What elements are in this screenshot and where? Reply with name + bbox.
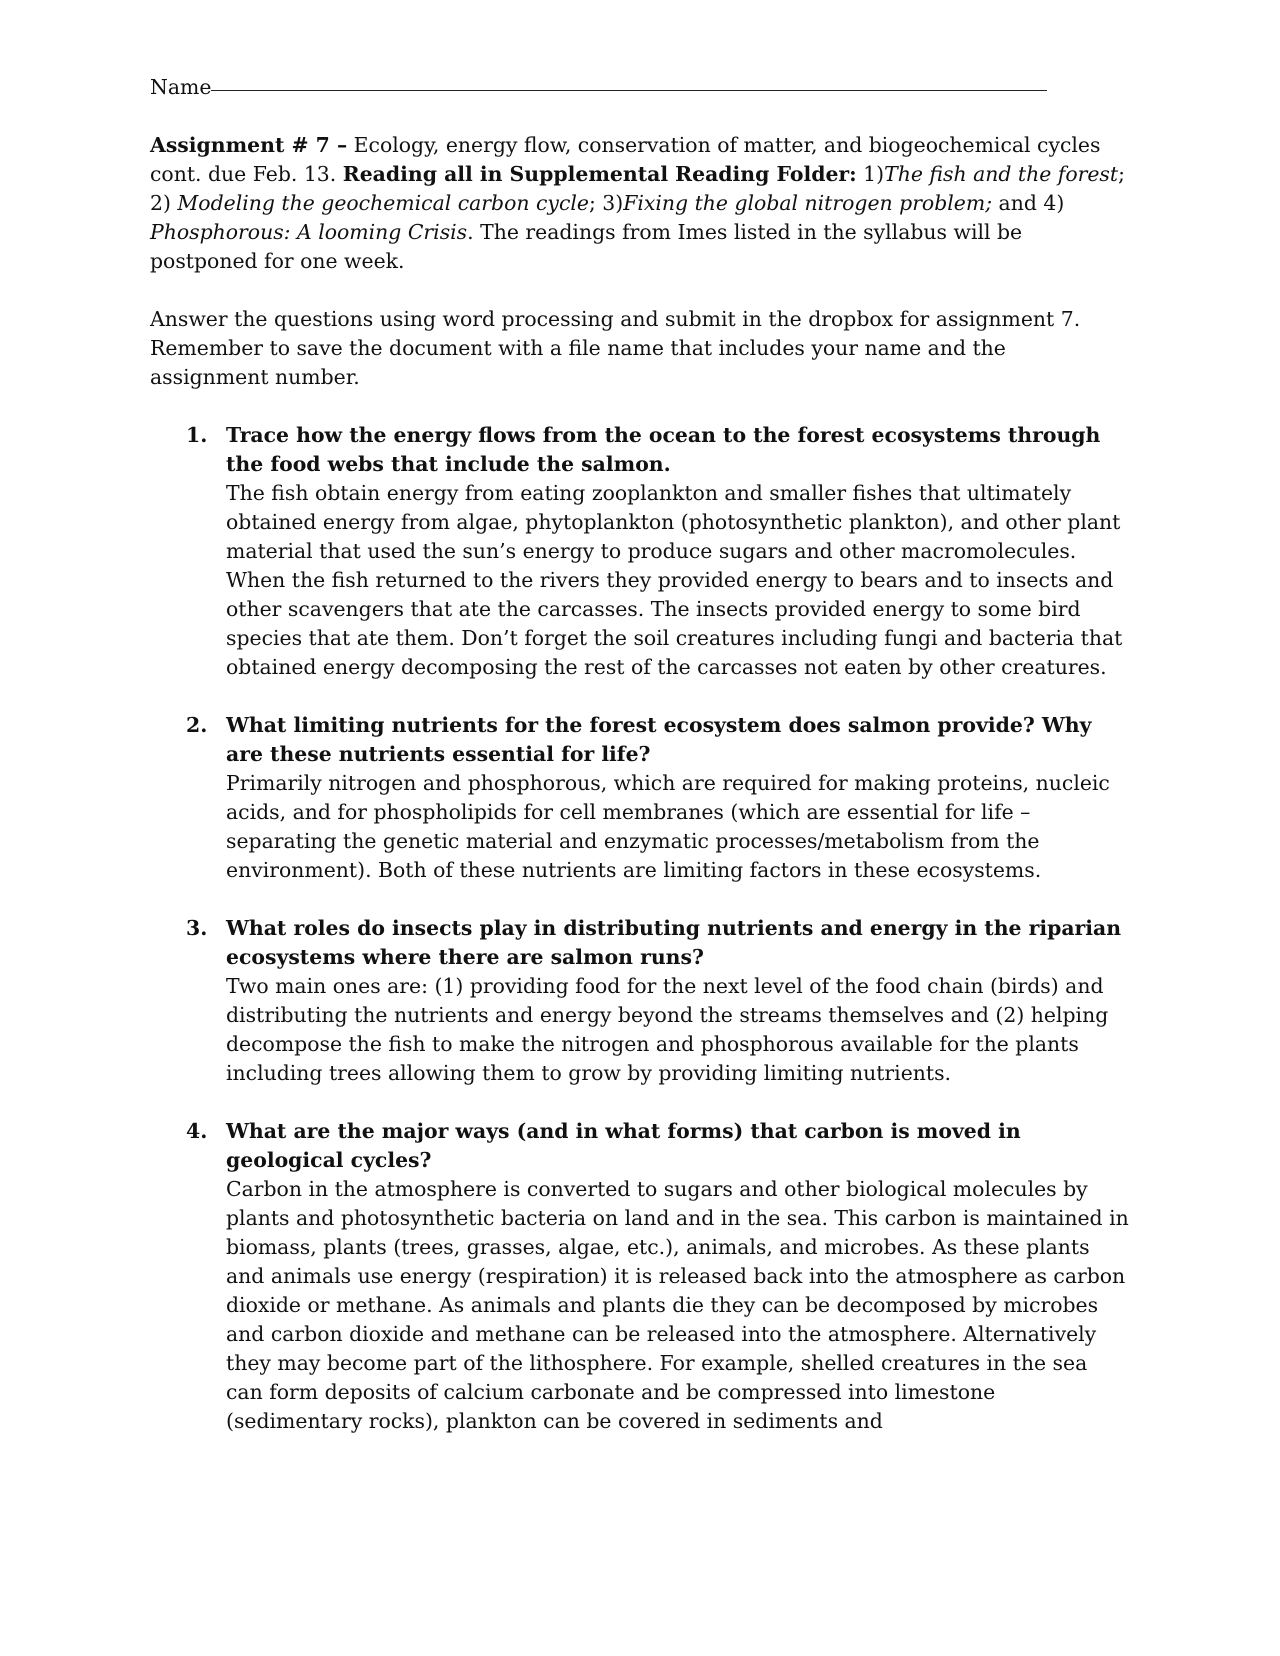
question-number: 3. [186,916,208,940]
reading-4-title: Phosphorous: A looming Crisis [150,220,468,244]
answer-text: Primarily nitrogen and phosphorous, which are required for making proteins, nucleic acids, and for phospholipids for cell membranes (which are essential for life – separating the genetic material and enzymatic processes/metabolism from the environment). Both of these nutrients are limiting factors in these ecosystems. [226,771,1110,882]
name-label: Name [150,75,212,99]
list-item [150,1117,1130,1436]
answer-text: The fish obtain energy from eating zooplankton and smaller fishes that ultimately obtained energy from algae, phytoplankton (photosynthetic plankton), and other plant material that used the sun’s energy to produce sugars and other macromolecules. When the fish returned to the rivers they provided energy to bears and to insects and other scavengers that ate the carcasses. The insects provided energy to some bird species that ate them. Don’t forget the soil creatures including fungi and bacteria that obtained energy decomposing the rest of the carcasses not eaten by other creatures. [226,481,1123,679]
answer-text: Carbon in the atmosphere is converted to sugars and other biological molecules by plants and photosynthetic bacteria on land and in the sea. This carbon is maintained in biomass, plants (trees, grasses, algae, etc.), animals, and microbes. As these plants and animals use energy (respiration) it is released back into the atmosphere as carbon dioxide or methane. As animals and plants die they can be decomposed by microbes and carbon dioxide and methane can be released into the atmosphere. Alternatively they may become part of the lithosphere. For example, shelled creatures in the sea can form deposits of calcium carbonate and be compressed into limestone (sedimentary rocks), plankton can be covered in sediments and [226,1177,1129,1433]
reading-2-title: Modeling the geochemical carbon cycle [177,191,589,215]
question-number: 2. [186,713,208,737]
assignment-paragraph [150,131,1130,276]
list-item [150,914,1130,1088]
reading-4-number: and 4) [992,191,1065,215]
reading-3-title: Fixing the global nitrogen problem; [623,191,993,215]
list-item [150,711,1130,885]
name-blank-line [211,89,1047,91]
question-text: What limiting nutrients for the forest ecosystem does salmon provide? Why are these nutrients essential for life? [226,713,1092,766]
reading-2-number: ; 2) [150,162,1125,215]
assignment-title: Assignment # 7 – [150,133,348,157]
list-item [150,421,1130,682]
question-text: Trace how the energy flows from the ocean to the forest ecosystems through the food webs that include the salmon. [226,423,1101,476]
question-list [150,421,1130,1436]
name-field [150,73,1130,102]
reading-3-number: ; 3) [588,191,624,215]
instructions-paragraph: Answer the questions using word processing and submit in the dropbox for assignment 7. Remember to save the document with a file name that includes your name and the assignment number. [150,307,1081,389]
question-text: What roles do insects play in distributing nutrients and energy in the riparian ecosystems where there are salmon runs? [226,916,1122,969]
assignment-description: Ecology, energy flow, conservation of matter, and biogeochemical cycles cont. due Feb. 13. [150,133,1101,186]
assignment-note: . The readings from Imes listed in the syllabus will be postponed for one week. [150,220,1023,273]
reading-label: Reading all in Supplemental Reading Folder: [342,162,857,186]
question-text: What are the major ways (and in what forms) that carbon is moved in geological cycles? [226,1119,1021,1172]
question-number: 4. [186,1119,208,1143]
reading-1-title: The fish and the forest [884,162,1119,186]
answer-text: Two main ones are: (1) providing food for the next level of the food chain (birds) and distributing the nutrients and energy beyond the streams themselves and (2) helping decompose the fish to make the nitrogen and phosphorous available for the plants including trees allowing them to grow by providing limiting nutrients. [226,974,1109,1085]
reading-1-number: 1) [856,162,885,186]
question-number: 1. [186,423,208,447]
